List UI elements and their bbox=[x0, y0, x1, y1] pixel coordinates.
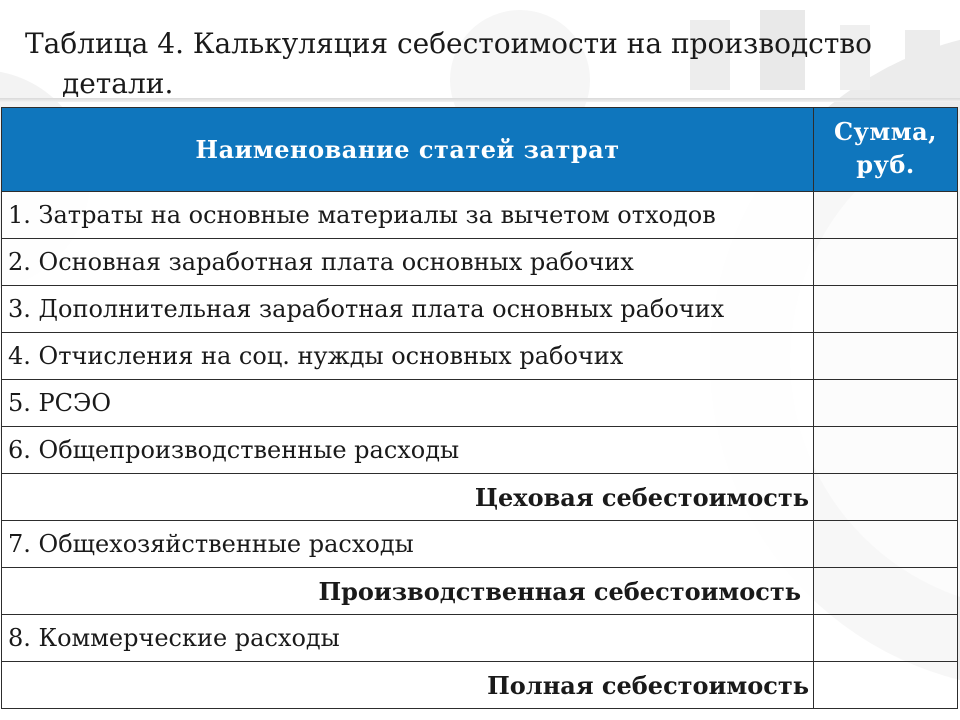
row-label: 6. Общепроизводственные расходы bbox=[2, 427, 814, 474]
table-body bbox=[2, 192, 958, 709]
cost-calculation-table bbox=[1, 107, 958, 709]
table-row bbox=[2, 333, 958, 380]
table-header-row bbox=[2, 108, 958, 192]
row-label: 4. Отчисления на соц. нужды основных рабочих bbox=[2, 333, 814, 380]
row-sum-cell bbox=[814, 662, 958, 709]
table-row bbox=[2, 286, 958, 333]
subtotal-label: Цеховая себестоимость bbox=[2, 474, 814, 521]
row-label: 1. Затраты на основные материалы за вычетом отходов bbox=[2, 192, 814, 239]
table-row bbox=[2, 380, 958, 427]
table-row-subtotal bbox=[2, 568, 958, 615]
subtotal-label: Полная себестоимость bbox=[2, 662, 814, 709]
table-row bbox=[2, 521, 958, 568]
row-sum-cell bbox=[814, 192, 958, 239]
header-sum-line1: Сумма, bbox=[833, 117, 938, 146]
subtotal-label: Производственная себестоимость bbox=[2, 568, 814, 615]
row-label: 2. Основная заработная плата основных рабочих bbox=[2, 239, 814, 286]
row-label: 7. Общехозяйственные расходы bbox=[2, 521, 814, 568]
row-sum-cell bbox=[814, 286, 958, 333]
table-row bbox=[2, 427, 958, 474]
header-cost-items: Наименование статей затрат bbox=[2, 108, 814, 192]
slide-title: Таблица 4. Калькуляция себестоимости на производство детали. bbox=[25, 27, 872, 100]
table-row bbox=[2, 192, 958, 239]
row-label: 3. Дополнительная заработная плата основных рабочих bbox=[2, 286, 814, 333]
table-row bbox=[2, 239, 958, 286]
row-label: 8. Коммерческие расходы bbox=[2, 615, 814, 662]
table-row-subtotal bbox=[2, 662, 958, 709]
row-sum-cell bbox=[814, 427, 958, 474]
table-row bbox=[2, 615, 958, 662]
table-row-subtotal bbox=[2, 474, 958, 521]
row-sum-cell bbox=[814, 615, 958, 662]
row-sum-cell bbox=[814, 474, 958, 521]
row-label: 5. РСЭО bbox=[2, 380, 814, 427]
row-sum-cell bbox=[814, 239, 958, 286]
row-sum-cell bbox=[814, 333, 958, 380]
row-sum-cell bbox=[814, 568, 958, 615]
header-sum bbox=[814, 108, 958, 192]
header-sum-line2: руб. bbox=[856, 150, 915, 179]
row-sum-cell bbox=[814, 521, 958, 568]
row-sum-cell bbox=[814, 380, 958, 427]
